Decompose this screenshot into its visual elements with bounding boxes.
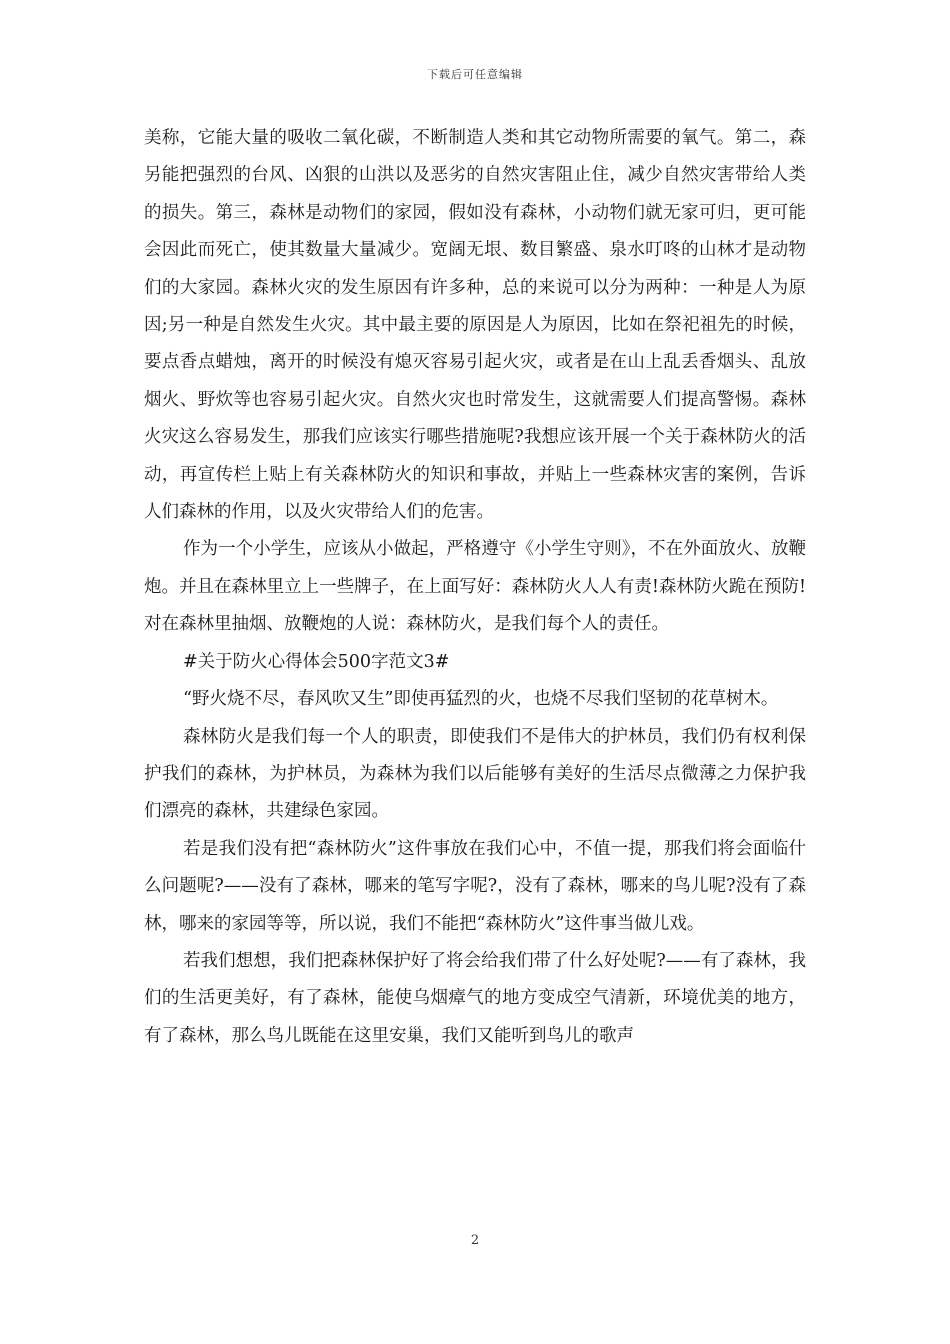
section-heading-essay-3: #关于防火心得体会500字范文3# bbox=[183, 651, 450, 672]
paragraph-wildfire-quote: “野火烧不尽，春风吹又生”即使再猛烈的火，也烧不尽我们坚韧的花草树木。 bbox=[183, 689, 779, 710]
paragraph-student-responsibility: 作为一个小学生，应该从小做起，严格遵守《小学生守则》，不在外面放火、放鞭炮。并且在森林里立上一些牌子，在上面写好：森林防火人人有责!森林防火跪在预防!对在森林里抽烟、放鞭炮的人说：森林防火，是我们每个人的责任。 bbox=[144, 539, 806, 635]
document-body bbox=[144, 120, 806, 1055]
page-number: 2 bbox=[470, 1233, 480, 1248]
paragraph-forest-protection-duty: 森林防火是我们每一个人的职责，即使我们不是伟大的护林员，我们仍有权利保护我们的森林，为护林员，为森林为我们以后能够有美好的生活尽点微薄之力保护我们漂亮的森林，共建绿色家园。 bbox=[144, 726, 806, 822]
paragraph-consequences-without-forest: 若是我们没有把“森林防火”这件事放在我们心中，不值一提，那我们将会面临什么问题呢?——没有了森林，哪来的笔写字呢?，没有了森林，哪来的鸟儿呢?没有了森林，哪来的家园等等，所以说，我们不能把“森林防火”这件事当做儿戏。 bbox=[144, 838, 806, 934]
paragraph-benefits-of-forest: 若我们想想，我们把森林保护好了将会给我们带了什么好处呢?——有了森林，我们的生活更美好，有了森林，能使乌烟瘴气的地方变成空气清新，环境优美的地方，有了森林，那么鸟儿既能在这里安巢，我们又能听到鸟儿的歌声 bbox=[144, 950, 806, 1046]
page-header-note: 下载后可任意编辑 bbox=[427, 68, 523, 81]
paragraph-forest-benefits-and-fire-causes: 美称，它能大量的吸收二氧化碳，不断制造人类和其它动物所需要的氧气。第二，森另能把强烈的台风、凶狠的山洪以及恶劣的自然灾害阻止住，减少自然灾害带给人类的损失。第三，森林是动物们的家园，假如没有森林，小动物们就无家可归，更可能会因此而死亡，使其数量大量减少。宽阔无垠、数目繁盛、泉水叮咚的山林才是动物们的大家园。森林火灾的发生原因有许多种，总的来说可以分为两种：一种是人为原因;另一种是自然发生火灾。其中最主要的原因是人为原因，比如在祭祀祖先的时候，要点香点蜡烛，离开的时候没有熄灭容易引起火灾，或者是在山上乱丢香烟头、乱放烟火、野炊等也容易引起火灾。自然火灾也时常发生，这就需要人们提高警惕。森林火灾这么容易发生，那我们应该实行哪些措施呢?我想应该开展一个关于森林防火的活动，再宣传栏上贴上有关森林防火的知识和事故，并贴上一些森林灾害的案例，告诉人们森林的作用，以及火灾带给人们的危害。 bbox=[144, 128, 806, 523]
